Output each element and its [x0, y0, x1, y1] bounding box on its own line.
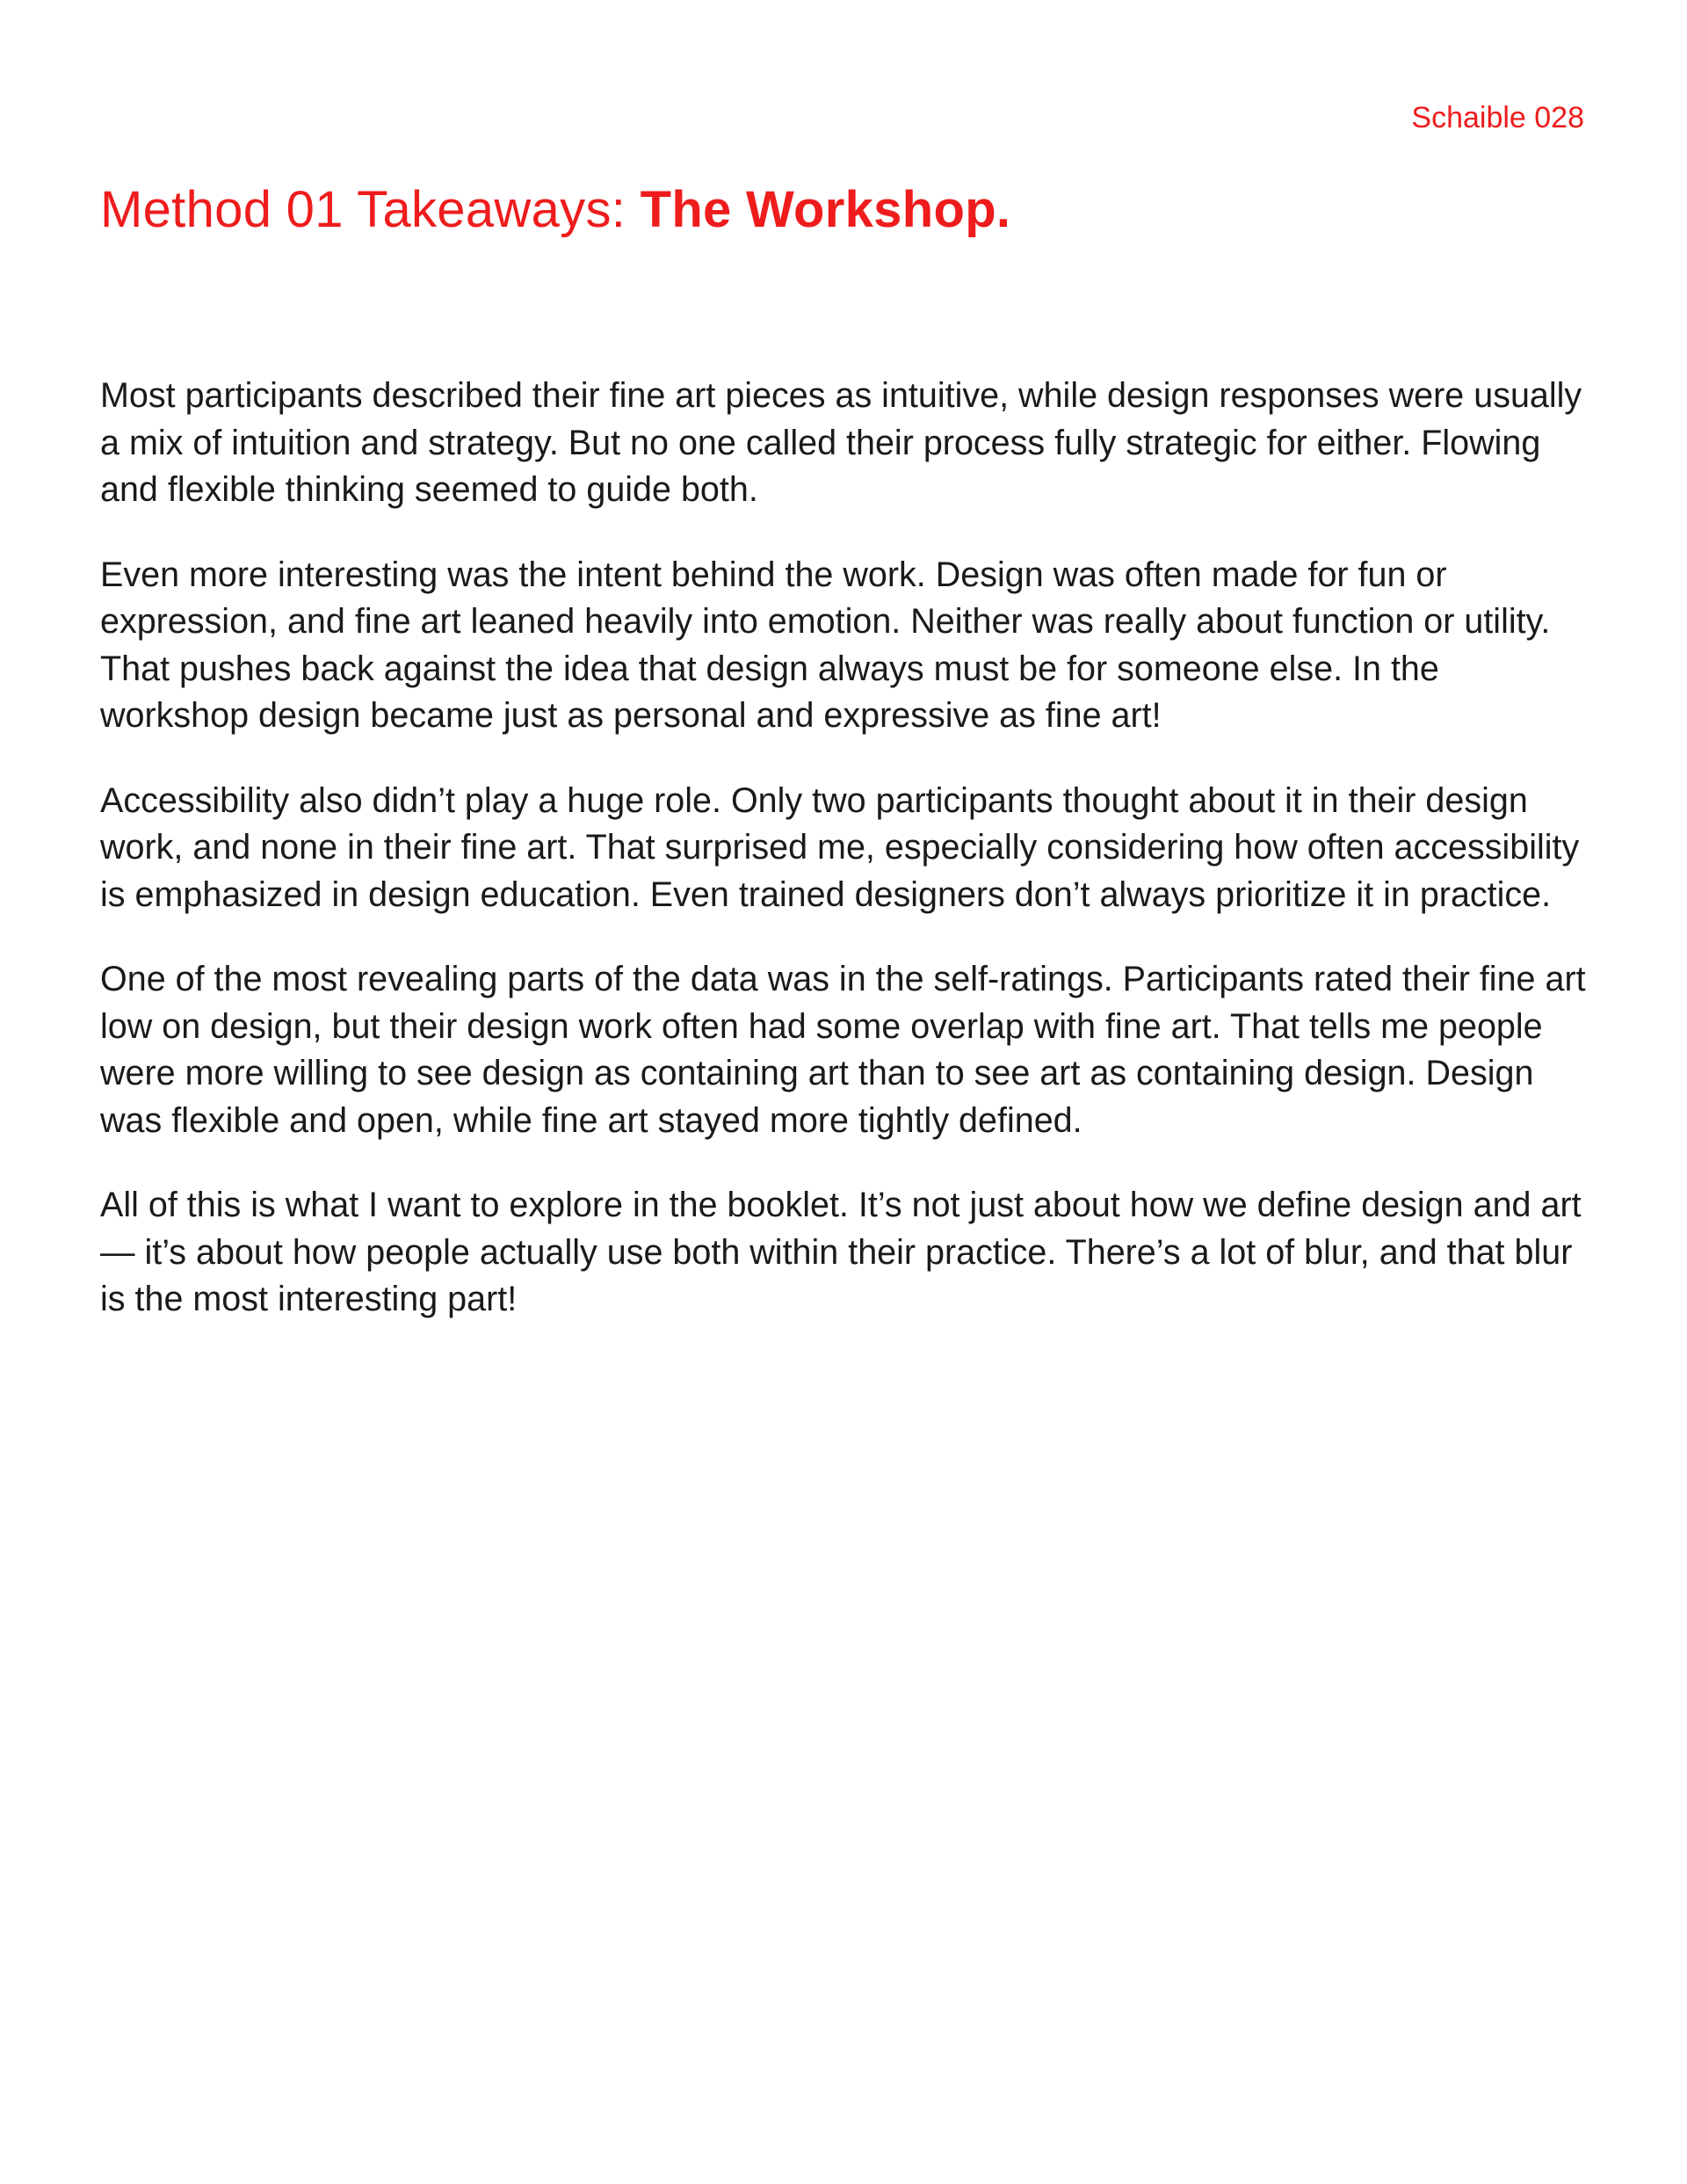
paragraph-accessibility: Accessibility also didn’t play a huge role. Only two participants thought about it in their design work, and none in their fine art. That surprised me, especially considering how often accessibility is emphasized in design education. Even trained designers don’t always prioritize it in practice.	[100, 780, 1580, 914]
title-emphasis: The Workshop.	[640, 181, 1011, 238]
paragraph-intent: Even more interesting was the intent behind the work. Design was often made for fun or expression, and fine art leaned heavily into emotion. Neither was really about function or utility. That pushes back against the idea that design always must be for someone else. In the workshop design became just as personal and expressive as fine art!	[100, 555, 1551, 735]
body-text	[100, 373, 1594, 1361]
page-title	[100, 179, 1010, 241]
page-number-label: Schaible 028	[1411, 101, 1584, 134]
title-prefix: Method 01 Takeaways:	[100, 181, 641, 238]
paragraph-process: Most participants described their fine art pieces as intuitive, while design responses were usually a mix of intuition and strategy. But no one called their process fully strategic for either. Flowing and flexible thinking seemed to guide both.	[100, 376, 1582, 509]
paragraph-conclusion: All of this is what I want to explore in the booklet. It’s not just about how we define design and art— it’s about how people actually use both within their practice. There’s a lot of blur, and that blur is the most interesting part!	[100, 1186, 1582, 1318]
paragraph-self-ratings: One of the most revealing parts of the data was in the self-ratings. Participants rated their fine art low on design, but their design work often had some overlap with fine art. That tells me people were more willing to see design as containing art than to see art as containing design. Design was flexible and open, while fine art stayed more tightly defined.	[100, 960, 1586, 1140]
